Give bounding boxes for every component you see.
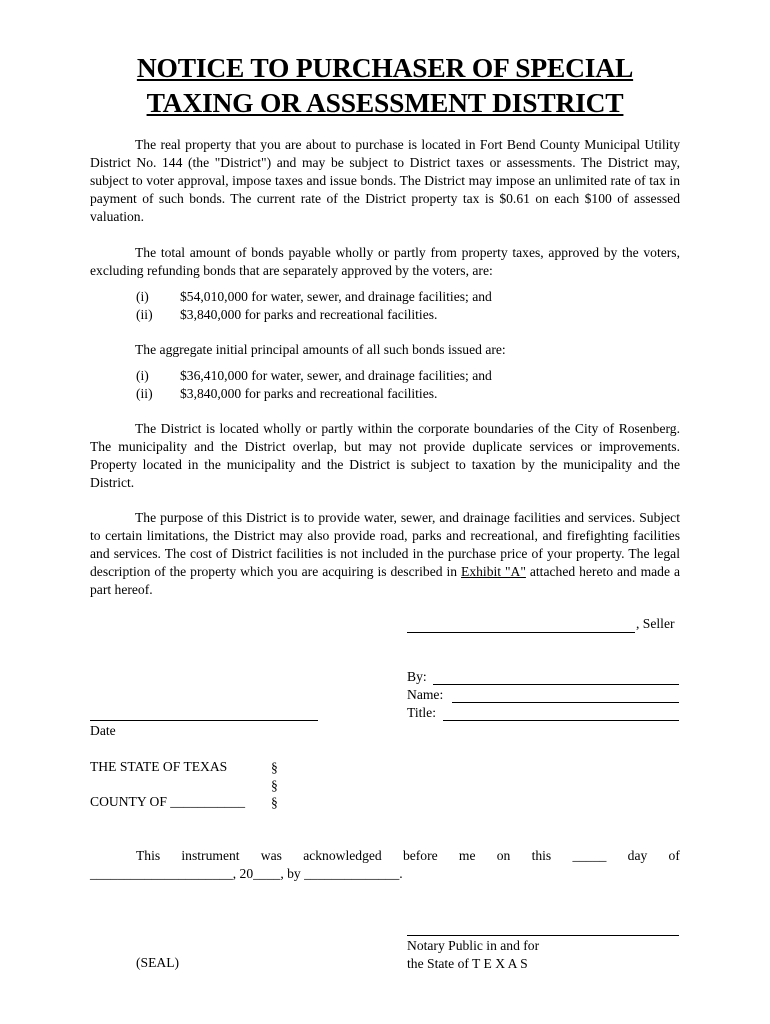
paragraph-property-location: The real property that you are about to purchase is located in Fort Bend County Municipal Utility District No. 144 (the "District") and may be subject to District taxes or assessments. The District may, subject to voter approval, impose taxes and issue bonds. The District may impose an unlimited rate of tax in payment of such bonds. The current rate of the District property tax is $0.61 on each $100 of assessed valuation. xyxy=(90,137,680,224)
ack-word: this xyxy=(531,848,552,863)
seal-label: (SEAL) xyxy=(136,955,180,970)
list-item-number: (ii) xyxy=(136,385,153,401)
list-item xyxy=(136,306,492,324)
ack-word: of xyxy=(668,848,680,863)
title-line-2: TAXING OR ASSESSMENT DISTRICT xyxy=(146,87,624,118)
notary-signature-line xyxy=(407,935,679,936)
list-item xyxy=(136,385,492,403)
list-item-number: (i) xyxy=(136,368,149,383)
acknowledgment-line-2: _____________________, 20____, by ______________. xyxy=(90,866,403,881)
list-bonds-approved xyxy=(136,288,492,323)
name-line xyxy=(452,702,679,703)
title-line-1: NOTICE TO PURCHASER OF SPECIAL xyxy=(136,52,634,83)
ack-word: on xyxy=(496,848,511,863)
purpose-tail: attached hereto and made a part hereof. xyxy=(90,564,680,597)
date-label: Date xyxy=(90,723,116,738)
by-label: By: xyxy=(407,669,427,684)
document-title xyxy=(90,50,680,120)
list-item-text: $54,010,000 for water, sewer, and drainage facilities; and xyxy=(180,289,492,304)
purpose-text: The purpose of this District is to provide water, sewer, and drainage facilities and services. Subject to certain limitations, the District may also provide road, parks and recreational, and firefighting facilities and services. The cost of District facilities is not included in the purchase price of your property. The legal description of the property which you are acquiring is described in xyxy=(90,510,680,579)
title-line xyxy=(443,720,679,721)
acknowledgment-line-1 xyxy=(136,848,680,864)
ack-word: instrument xyxy=(181,848,240,863)
section-symbols xyxy=(271,759,278,812)
by-signature-line xyxy=(433,684,679,685)
ack-word: acknowledged xyxy=(303,848,382,863)
county-of: COUNTY OF ___________ xyxy=(90,794,246,809)
title-label: Title: xyxy=(407,705,436,720)
notary-line-1: Notary Public in and for xyxy=(407,938,540,953)
list-item xyxy=(136,367,492,385)
notary-block xyxy=(407,937,539,973)
list-item-text: $3,840,000 for parks and recreational facilities. xyxy=(180,306,438,322)
list-item-number: (i) xyxy=(136,289,149,304)
notary-line-2: the State of T E X A S xyxy=(407,956,528,971)
paragraph-bonds-issued: The aggregate initial principal amounts of all such bonds issued are: xyxy=(135,342,506,357)
paragraph-municipality-overlap: The District is located wholly or partly within the corporate boundaries of the City of Rosenberg. The municipality and the District overlap, but may not provide duplicate services or improvements. Property located in the municipality and the District is subject to taxation by the municipality and the District. xyxy=(90,421,680,490)
seller-signature-line xyxy=(407,632,635,633)
ack-word: before xyxy=(402,848,438,863)
list-item-number: (ii) xyxy=(136,306,153,322)
date-line xyxy=(90,720,318,721)
ack-word: This xyxy=(136,848,161,863)
section-symbol: § xyxy=(271,777,278,793)
ack-word: was xyxy=(260,848,282,863)
exhibit-a-reference: Exhibit "A" xyxy=(461,564,526,579)
section-symbol: § xyxy=(271,795,278,810)
list-bonds-issued xyxy=(136,367,492,402)
list-item-text: $36,410,000 for water, sewer, and drainage facilities; and xyxy=(180,368,492,383)
list-item xyxy=(136,288,492,306)
paragraph-bonds-approved: The total amount of bonds payable wholly or partly from property taxes, approved by the voters, excluding refunding bonds that are separately approved by the voters, are: xyxy=(90,245,680,278)
paragraph-district-purpose xyxy=(90,509,680,599)
list-item-text: $3,840,000 for parks and recreational facilities. xyxy=(180,385,438,401)
state-of-texas: THE STATE OF TEXAS xyxy=(90,759,228,774)
section-symbol: § xyxy=(271,760,278,775)
ack-day-blank: _____ xyxy=(572,848,607,863)
ack-word: day xyxy=(627,848,648,863)
seller-label: , Seller xyxy=(636,616,675,631)
name-label: Name: xyxy=(407,687,444,702)
ack-word: me xyxy=(458,848,476,863)
